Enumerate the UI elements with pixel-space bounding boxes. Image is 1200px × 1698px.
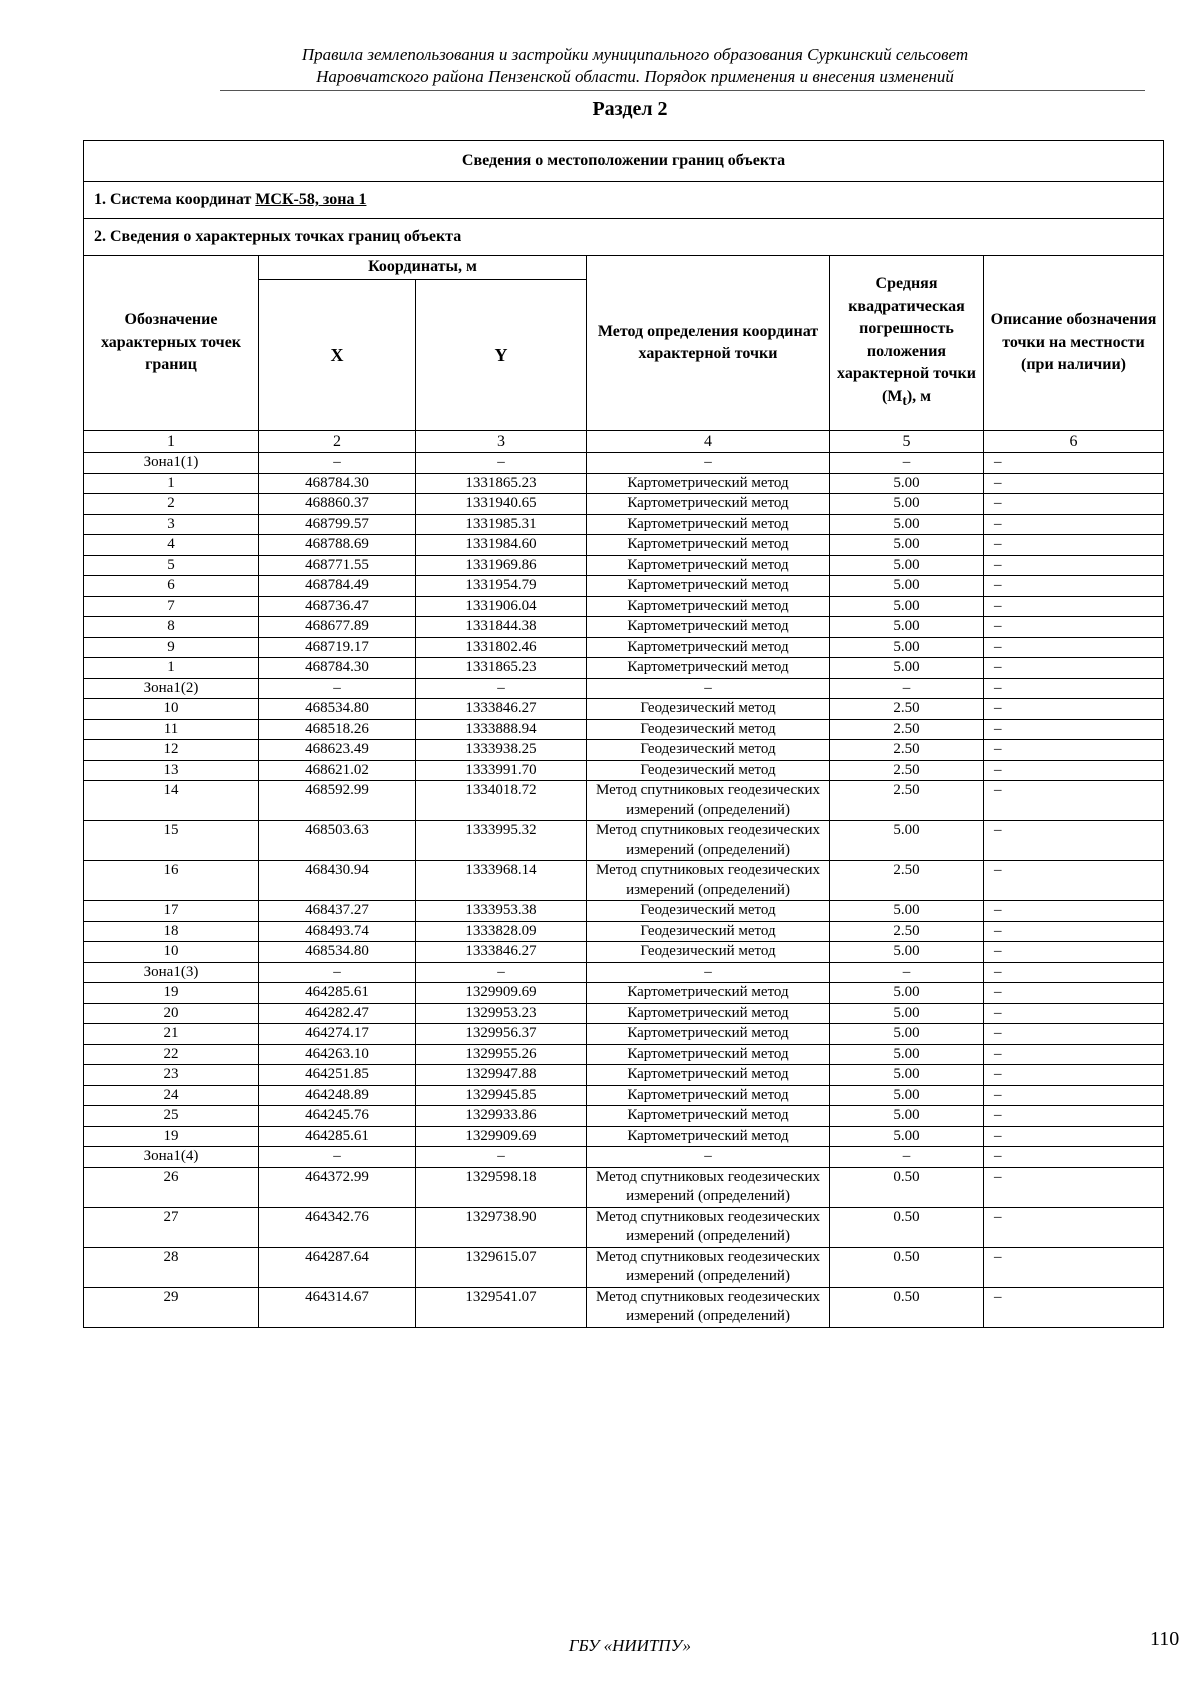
point-id-cell: Зона1(4): [84, 1147, 259, 1168]
coord-system-label: 1. Система координат: [94, 191, 256, 209]
method-cell: Картометрический метод: [587, 596, 830, 617]
point-id-cell: 24: [84, 1085, 259, 1106]
point-id-cell: 1: [84, 658, 259, 679]
x-coordinate-cell: 468736.47: [259, 596, 416, 617]
description-cell: –: [984, 719, 1164, 740]
y-coordinate-cell: 1329909.69: [416, 1126, 587, 1147]
y-coordinate-cell: 1333991.70: [416, 760, 587, 781]
x-coordinate-cell: 468534.80: [259, 942, 416, 963]
description-cell: –: [984, 781, 1164, 821]
x-coordinate-cell: 464274.17: [259, 1024, 416, 1045]
coord-system-row: [84, 182, 1164, 219]
point-id-cell: 29: [84, 1287, 259, 1327]
y-coordinate-cell: 1333888.94: [416, 719, 587, 740]
error-cell: 5.00: [830, 1065, 984, 1086]
point-id-cell: 2: [84, 494, 259, 515]
y-coordinate-cell: 1329598.18: [416, 1167, 587, 1207]
method-cell: Картометрический метод: [587, 514, 830, 535]
x-coordinate-cell: 468437.27: [259, 901, 416, 922]
table-row: [84, 637, 1164, 658]
method-cell: Картометрический метод: [587, 1106, 830, 1127]
point-id-cell: 28: [84, 1247, 259, 1287]
x-coordinate-cell: 468784.30: [259, 658, 416, 679]
method-cell: Картометрический метод: [587, 473, 830, 494]
table-row: [84, 781, 1164, 821]
point-id-cell: 21: [84, 1024, 259, 1045]
y-coordinate-cell: 1331844.38: [416, 617, 587, 638]
x-coordinate-cell: 468534.80: [259, 699, 416, 720]
error-cell: 2.50: [830, 699, 984, 720]
y-coordinate-cell: 1333846.27: [416, 942, 587, 963]
description-cell: –: [984, 1044, 1164, 1065]
y-coordinate-cell: 1329615.07: [416, 1247, 587, 1287]
x-coordinate-cell: 468719.17: [259, 637, 416, 658]
table-row: [84, 942, 1164, 963]
column-number: 1: [84, 431, 259, 453]
x-coordinate-cell: 464342.76: [259, 1207, 416, 1247]
point-id-cell: 10: [84, 942, 259, 963]
method-cell: Метод спутниковых геодезических измерений (определений): [587, 1207, 830, 1247]
col-header-designation: Обозначение характерных точек границ: [84, 256, 259, 431]
method-cell: Картометрический метод: [587, 576, 830, 597]
x-coordinate-cell: 468799.57: [259, 514, 416, 535]
point-id-cell: 16: [84, 861, 259, 901]
table-row: [84, 1287, 1164, 1327]
method-cell: –: [587, 453, 830, 474]
description-cell: –: [984, 1207, 1164, 1247]
method-cell: Картометрический метод: [587, 658, 830, 679]
error-cell: 5.00: [830, 658, 984, 679]
table-row: [84, 1065, 1164, 1086]
table-row: [84, 678, 1164, 699]
point-id-cell: 15: [84, 821, 259, 861]
description-cell: –: [984, 1287, 1164, 1327]
table-row: [84, 760, 1164, 781]
error-cell: 0.50: [830, 1167, 984, 1207]
method-cell: Картометрический метод: [587, 617, 830, 638]
table-row: [84, 1085, 1164, 1106]
header-divider: [220, 90, 1145, 91]
y-coordinate-cell: 1329956.37: [416, 1024, 587, 1045]
col-header-error-text: Средняя квадратическая погрешность положения характерной точки (M: [837, 275, 976, 405]
table-row: [84, 1147, 1164, 1168]
description-cell: –: [984, 1167, 1164, 1207]
error-cell: 2.50: [830, 740, 984, 761]
description-cell: –: [984, 983, 1164, 1004]
description-cell: –: [984, 760, 1164, 781]
error-cell: 5.00: [830, 983, 984, 1004]
point-id-cell: 6: [84, 576, 259, 597]
method-cell: Метод спутниковых геодезических измерений (определений): [587, 1247, 830, 1287]
error-cell: 5.00: [830, 555, 984, 576]
method-cell: –: [587, 1147, 830, 1168]
x-coordinate-cell: –: [259, 1147, 416, 1168]
method-cell: –: [587, 962, 830, 983]
method-cell: Картометрический метод: [587, 1024, 830, 1045]
point-id-cell: 19: [84, 983, 259, 1004]
description-cell: –: [984, 921, 1164, 942]
table-row: [84, 1247, 1164, 1287]
table-row: [84, 1106, 1164, 1127]
error-cell: 5.00: [830, 494, 984, 515]
page-header: [130, 44, 1140, 88]
description-cell: –: [984, 453, 1164, 474]
error-cell: 2.50: [830, 760, 984, 781]
table-row: [84, 535, 1164, 556]
description-cell: –: [984, 699, 1164, 720]
method-cell: Метод спутниковых геодезических измерений (определений): [587, 1167, 830, 1207]
y-coordinate-cell: 1333995.32: [416, 821, 587, 861]
description-cell: –: [984, 1147, 1164, 1168]
point-id-cell: 18: [84, 921, 259, 942]
col-header-y: Y: [416, 280, 587, 431]
column-numbers-row: [84, 431, 1164, 453]
description-cell: –: [984, 821, 1164, 861]
header-line-2: Наровчатского района Пензенской области. Порядок применения и внесения изменений: [316, 67, 954, 86]
x-coordinate-cell: 468518.26: [259, 719, 416, 740]
y-coordinate-cell: 1331954.79: [416, 576, 587, 597]
point-id-cell: 7: [84, 596, 259, 617]
error-cell: –: [830, 453, 984, 474]
x-coordinate-cell: 464263.10: [259, 1044, 416, 1065]
description-cell: –: [984, 637, 1164, 658]
table-row: [84, 473, 1164, 494]
y-coordinate-cell: 1329933.86: [416, 1106, 587, 1127]
method-cell: Метод спутниковых геодезических измерений (определений): [587, 1287, 830, 1327]
x-coordinate-cell: 468623.49: [259, 740, 416, 761]
error-cell: –: [830, 678, 984, 699]
point-id-cell: 26: [84, 1167, 259, 1207]
description-cell: –: [984, 901, 1164, 922]
description-cell: –: [984, 678, 1164, 699]
table-row: [84, 1126, 1164, 1147]
point-id-cell: 14: [84, 781, 259, 821]
y-coordinate-cell: –: [416, 453, 587, 474]
error-cell: 0.50: [830, 1247, 984, 1287]
method-cell: Геодезический метод: [587, 760, 830, 781]
method-cell: Картометрический метод: [587, 1126, 830, 1147]
method-cell: –: [587, 678, 830, 699]
error-cell: 5.00: [830, 1126, 984, 1147]
y-coordinate-cell: 1329945.85: [416, 1085, 587, 1106]
y-coordinate-cell: 1333968.14: [416, 861, 587, 901]
col-header-coords: Координаты, м: [259, 256, 587, 280]
method-cell: Картометрический метод: [587, 1085, 830, 1106]
table-row: [84, 494, 1164, 515]
table-row: [84, 658, 1164, 679]
error-cell: 0.50: [830, 1207, 984, 1247]
error-cell: 5.00: [830, 514, 984, 535]
error-cell: 5.00: [830, 1003, 984, 1024]
point-id-cell: 11: [84, 719, 259, 740]
col-header-method: Метод определения координат характерной точки: [587, 256, 830, 431]
point-id-cell: 17: [84, 901, 259, 922]
method-cell: Картометрический метод: [587, 494, 830, 515]
col-header-error: [830, 256, 984, 431]
description-cell: –: [984, 1003, 1164, 1024]
error-cell: 5.00: [830, 535, 984, 556]
y-coordinate-cell: 1333953.38: [416, 901, 587, 922]
y-coordinate-cell: 1331906.04: [416, 596, 587, 617]
x-coordinate-cell: 464287.64: [259, 1247, 416, 1287]
x-coordinate-cell: 468784.49: [259, 576, 416, 597]
x-coordinate-cell: 468621.02: [259, 760, 416, 781]
method-cell: Картометрический метод: [587, 1065, 830, 1086]
x-coordinate-cell: 468788.69: [259, 535, 416, 556]
method-cell: Геодезический метод: [587, 901, 830, 922]
point-id-cell: 23: [84, 1065, 259, 1086]
table-row: [84, 596, 1164, 617]
column-number: 5: [830, 431, 984, 453]
description-cell: –: [984, 473, 1164, 494]
description-cell: –: [984, 658, 1164, 679]
error-cell: 2.50: [830, 861, 984, 901]
error-cell: 5.00: [830, 637, 984, 658]
col-header-error-sub: t: [902, 393, 907, 409]
table-row: [84, 921, 1164, 942]
error-cell: 5.00: [830, 821, 984, 861]
method-cell: Картометрический метод: [587, 535, 830, 556]
point-id-cell: 8: [84, 617, 259, 638]
y-coordinate-cell: 1333828.09: [416, 921, 587, 942]
error-cell: 0.50: [830, 1287, 984, 1327]
point-id-cell: 20: [84, 1003, 259, 1024]
x-coordinate-cell: 468430.94: [259, 861, 416, 901]
x-coordinate-cell: –: [259, 962, 416, 983]
table-row: [84, 514, 1164, 535]
column-number: 3: [416, 431, 587, 453]
y-coordinate-cell: 1331865.23: [416, 658, 587, 679]
y-coordinate-cell: 1329541.07: [416, 1287, 587, 1327]
error-cell: –: [830, 1147, 984, 1168]
point-id-cell: Зона1(2): [84, 678, 259, 699]
method-cell: Картометрический метод: [587, 637, 830, 658]
error-cell: 5.00: [830, 1024, 984, 1045]
table-row: [84, 861, 1164, 901]
header-line-1: Правила землепользования и застройки муниципального образования Суркинский сельсовет: [301, 45, 969, 64]
description-cell: –: [984, 1065, 1164, 1086]
table-row: [84, 821, 1164, 861]
description-cell: –: [984, 1024, 1164, 1045]
description-cell: –: [984, 942, 1164, 963]
x-coordinate-cell: 464245.76: [259, 1106, 416, 1127]
x-coordinate-cell: 468677.89: [259, 617, 416, 638]
point-id-cell: Зона1(1): [84, 453, 259, 474]
description-cell: –: [984, 576, 1164, 597]
boundary-points-table: [83, 140, 1164, 1328]
table-row: [84, 962, 1164, 983]
error-cell: –: [830, 962, 984, 983]
y-coordinate-cell: –: [416, 1147, 587, 1168]
description-cell: –: [984, 535, 1164, 556]
description-cell: –: [984, 494, 1164, 515]
column-number: 6: [984, 431, 1164, 453]
point-id-cell: 22: [84, 1044, 259, 1065]
point-id-cell: 12: [84, 740, 259, 761]
y-coordinate-cell: 1331865.23: [416, 473, 587, 494]
method-cell: Геодезический метод: [587, 740, 830, 761]
table-row: [84, 453, 1164, 474]
description-cell: –: [984, 1106, 1164, 1127]
point-id-cell: 10: [84, 699, 259, 720]
column-number: 2: [259, 431, 416, 453]
error-cell: 5.00: [830, 1085, 984, 1106]
description-cell: –: [984, 514, 1164, 535]
description-cell: –: [984, 617, 1164, 638]
point-id-cell: 13: [84, 760, 259, 781]
y-coordinate-cell: 1329947.88: [416, 1065, 587, 1086]
x-coordinate-cell: –: [259, 453, 416, 474]
point-id-cell: 3: [84, 514, 259, 535]
y-coordinate-cell: 1329955.26: [416, 1044, 587, 1065]
point-id-cell: 1: [84, 473, 259, 494]
point-id-cell: 27: [84, 1207, 259, 1247]
x-coordinate-cell: 464282.47: [259, 1003, 416, 1024]
table-row: [84, 740, 1164, 761]
x-coordinate-cell: 464372.99: [259, 1167, 416, 1207]
section-title: Раздел 2: [592, 98, 668, 120]
description-cell: –: [984, 1126, 1164, 1147]
table-row: [84, 699, 1164, 720]
table-row: [84, 555, 1164, 576]
method-cell: Геодезический метод: [587, 719, 830, 740]
error-cell: 5.00: [830, 1106, 984, 1127]
col-header-x: X: [259, 280, 416, 431]
y-coordinate-cell: –: [416, 962, 587, 983]
method-cell: Геодезический метод: [587, 699, 830, 720]
y-coordinate-cell: 1329953.23: [416, 1003, 587, 1024]
error-cell: 2.50: [830, 719, 984, 740]
x-coordinate-cell: 464314.67: [259, 1287, 416, 1327]
y-coordinate-cell: 1333846.27: [416, 699, 587, 720]
column-number: 4: [587, 431, 830, 453]
y-coordinate-cell: 1331969.86: [416, 555, 587, 576]
x-coordinate-cell: 468493.74: [259, 921, 416, 942]
point-id-cell: 9: [84, 637, 259, 658]
y-coordinate-cell: 1334018.72: [416, 781, 587, 821]
method-cell: Геодезический метод: [587, 942, 830, 963]
y-coordinate-cell: 1333938.25: [416, 740, 587, 761]
x-coordinate-cell: 468771.55: [259, 555, 416, 576]
col-header-error-unit: ), м: [906, 387, 932, 405]
method-cell: Картометрический метод: [587, 555, 830, 576]
error-cell: 5.00: [830, 617, 984, 638]
error-cell: 5.00: [830, 576, 984, 597]
page-number: 110: [1150, 1628, 1180, 1650]
description-cell: –: [984, 962, 1164, 983]
description-cell: –: [984, 740, 1164, 761]
col-header-description: Описание обозначения точки на местности (при наличии): [984, 256, 1164, 431]
x-coordinate-cell: 464251.85: [259, 1065, 416, 1086]
description-cell: –: [984, 1085, 1164, 1106]
point-id-cell: 4: [84, 535, 259, 556]
table-title: Сведения о местоположении границ объекта: [84, 141, 1164, 182]
coord-system-value: МСК-58, зона 1: [255, 191, 367, 209]
point-id-cell: Зона1(3): [84, 962, 259, 983]
table-row: [84, 719, 1164, 740]
error-cell: 5.00: [830, 942, 984, 963]
description-cell: –: [984, 596, 1164, 617]
description-cell: –: [984, 861, 1164, 901]
error-cell: 5.00: [830, 596, 984, 617]
table-row: [84, 983, 1164, 1004]
method-cell: Геодезический метод: [587, 921, 830, 942]
x-coordinate-cell: –: [259, 678, 416, 699]
x-coordinate-cell: 464285.61: [259, 983, 416, 1004]
method-cell: Картометрический метод: [587, 1044, 830, 1065]
x-coordinate-cell: 464248.89: [259, 1085, 416, 1106]
y-coordinate-cell: 1331984.60: [416, 535, 587, 556]
y-coordinate-cell: 1331940.65: [416, 494, 587, 515]
method-cell: Картометрический метод: [587, 1003, 830, 1024]
x-coordinate-cell: 464285.61: [259, 1126, 416, 1147]
table-row: [84, 1207, 1164, 1247]
y-coordinate-cell: –: [416, 678, 587, 699]
method-cell: Метод спутниковых геодезических измерений (определений): [587, 861, 830, 901]
table-row: [84, 1024, 1164, 1045]
error-cell: 5.00: [830, 1044, 984, 1065]
table-row: [84, 576, 1164, 597]
table-row: [84, 1044, 1164, 1065]
footer-organization: ГБУ «НИИТПУ»: [568, 1636, 692, 1655]
point-id-cell: 5: [84, 555, 259, 576]
y-coordinate-cell: 1329738.90: [416, 1207, 587, 1247]
x-coordinate-cell: 468592.99: [259, 781, 416, 821]
error-cell: 2.50: [830, 921, 984, 942]
point-id-cell: 19: [84, 1126, 259, 1147]
error-cell: 5.00: [830, 901, 984, 922]
y-coordinate-cell: 1331802.46: [416, 637, 587, 658]
method-cell: Метод спутниковых геодезических измерений (определений): [587, 781, 830, 821]
table-row: [84, 617, 1164, 638]
description-cell: –: [984, 1247, 1164, 1287]
method-cell: Метод спутниковых геодезических измерений (определений): [587, 821, 830, 861]
points-section-title: 2. Сведения о характерных точках границ объекта: [84, 219, 1164, 256]
table-row: [84, 901, 1164, 922]
method-cell: Картометрический метод: [587, 983, 830, 1004]
x-coordinate-cell: 468503.63: [259, 821, 416, 861]
error-cell: 2.50: [830, 781, 984, 821]
y-coordinate-cell: 1331985.31: [416, 514, 587, 535]
y-coordinate-cell: 1329909.69: [416, 983, 587, 1004]
description-cell: –: [984, 555, 1164, 576]
table-row: [84, 1003, 1164, 1024]
error-cell: 5.00: [830, 473, 984, 494]
x-coordinate-cell: 468784.30: [259, 473, 416, 494]
point-id-cell: 25: [84, 1106, 259, 1127]
x-coordinate-cell: 468860.37: [259, 494, 416, 515]
table-row: [84, 1167, 1164, 1207]
